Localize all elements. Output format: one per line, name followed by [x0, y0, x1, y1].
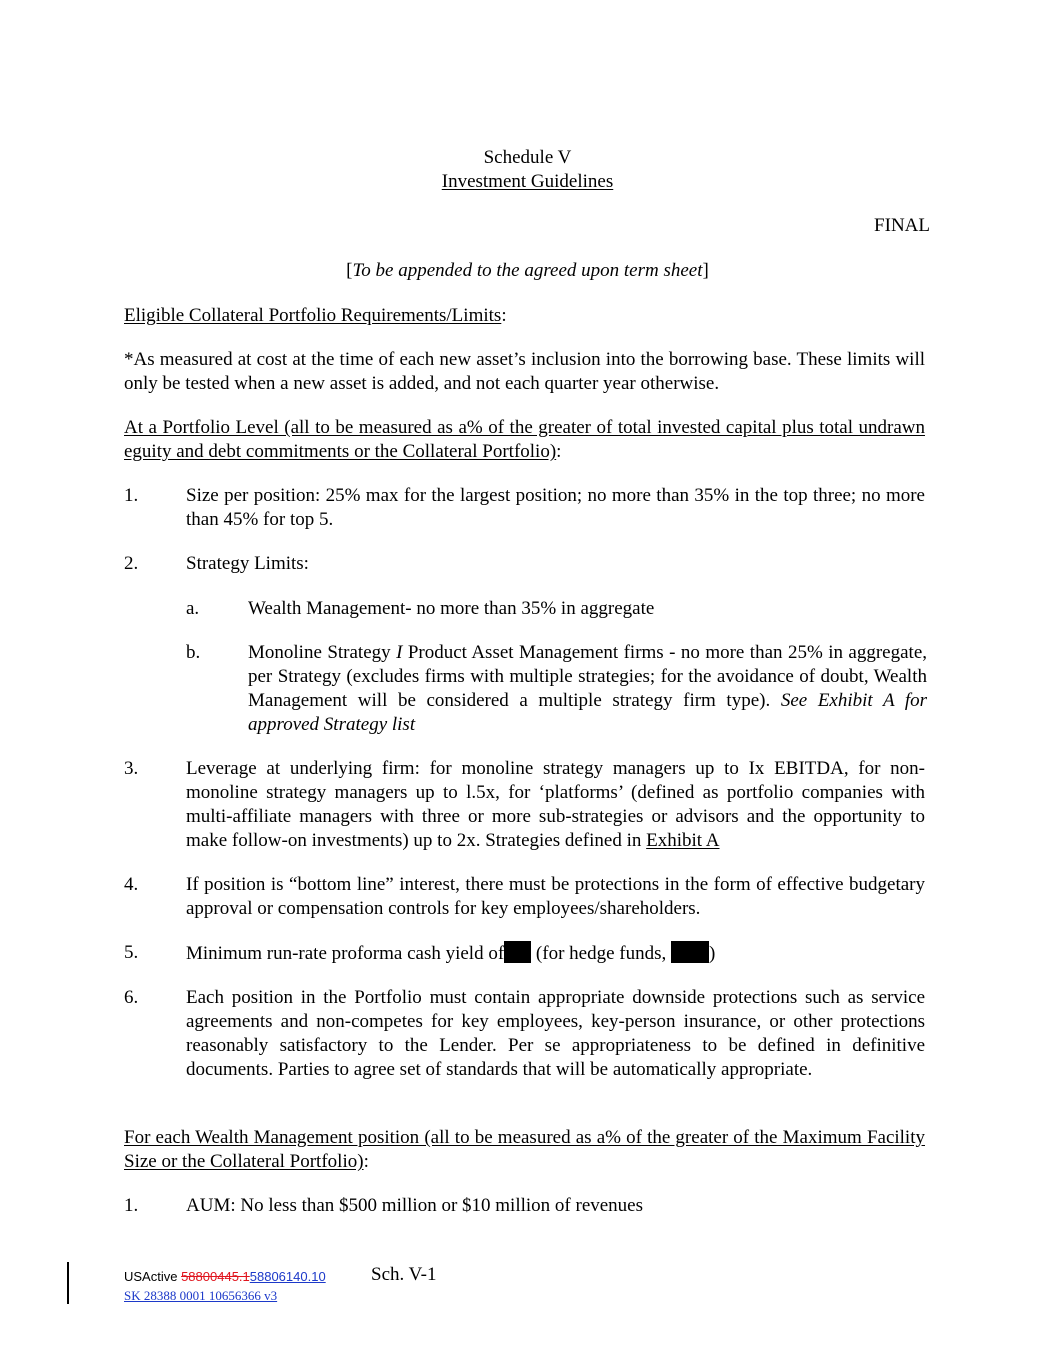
item-size-per-position: Size per position: 25% max for the largest position; no more than 35% in the top three; no more than 45% for top 5.: [186, 485, 925, 530]
item-number: 1.: [124, 1195, 139, 1216]
item-number: 5.: [124, 942, 139, 963]
sub-item-monoline-strategy: Monoline Strategy I Product Asset Management firms - no more than 25% in aggregate, per Strategy (excludes firms with multiple strategies; for the avoidance of doubt, Wealth Management will be considered a multiple strategy firm type). See Exhibit A for approved Strategy list: [248, 642, 928, 735]
exhibit-a-link[interactable]: Exhibit A: [646, 830, 720, 851]
append-note: [To be appended to the agreed upon term sheet]: [346, 260, 709, 281]
sub-item-label: b.: [186, 642, 201, 663]
item-number: 1.: [124, 485, 139, 506]
item-strategy-limits: Strategy Limits:: [186, 553, 309, 574]
measure-note: *As measured at cost at the time of each new asset’s inclusion into the borrowing base. These limits will only be tested when a new asset is added, and not each quarter year otherwise.: [124, 349, 925, 394]
item-min-cash-yield: Minimum run-rate proforma cash yield of (for hedge funds, ): [186, 943, 716, 964]
final-status: FINAL: [874, 215, 930, 236]
sub-item-wealth-management: Wealth Management- no more than 35% in aggregate: [248, 598, 655, 619]
portfolio-level-heading: At a Portfolio Level (all to be measured as a% of the greater of total invested capital plus total undrawn eguity and debt commitments or the Collateral Portfolio):: [124, 417, 925, 462]
footer-doc-id: SK 28388 0001 10656366 v3: [124, 1288, 278, 1303]
change-bar: [67, 1262, 69, 1304]
item-leverage: Leverage at underlying firm: for monoline strategy managers up to Ix EBITDA, for non-monoline strategy managers up to l.5x, for ‘platforms’ (defined as portfolio companies with multi-affiliate managers with three or more sub-strategies or advisors and the opportunity to make follow-on investments) up to 2x. Strategies defined in Exhibit A: [186, 758, 925, 851]
sub-item-label: a.: [186, 598, 200, 619]
footer-doc-number: USActive 58800445.158806140.10: [124, 1269, 326, 1284]
wealth-management-heading: For each Wealth Management position (all to be measured as a% of the greater of the Maximum Facility Size or the Collateral Portfolio):: [124, 1127, 925, 1172]
redaction-block: [504, 941, 531, 963]
page-number: Sch. V-1: [371, 1264, 437, 1285]
item-number: 2.: [124, 553, 139, 574]
item-number: 3.: [124, 758, 139, 779]
item-downside-protections: Each position in the Portfolio must contain appropriate downside protections such as service agreements and non-competes for key employees, key-person insurance, or other protections reasonably satisfactory to the Lender. Per se appropriateness to be defined in definitive documents. Parties to agree set of standards that will be automatically appropriate.: [186, 987, 925, 1080]
eligible-collateral-heading: Eligible Collateral Portfolio Requirements/Limits:: [124, 305, 507, 326]
redaction-block: [671, 941, 709, 963]
item-aum: AUM: No less than $500 million or $10 million of revenues: [186, 1195, 644, 1216]
inserted-doc-number: 58806140.10: [249, 1269, 326, 1284]
item-number: 6.: [124, 987, 139, 1008]
deleted-doc-number: 58800445.1: [181, 1269, 250, 1284]
document-title: Investment Guidelines: [441, 171, 614, 192]
item-bottom-line-interest: If position is “bottom line” interest, there must be protections in the form of effective budgetary approval or compensation controls for key employees/shareholders.: [186, 874, 925, 919]
item-number: 4.: [124, 874, 139, 895]
schedule-label: Schedule V: [483, 147, 572, 168]
